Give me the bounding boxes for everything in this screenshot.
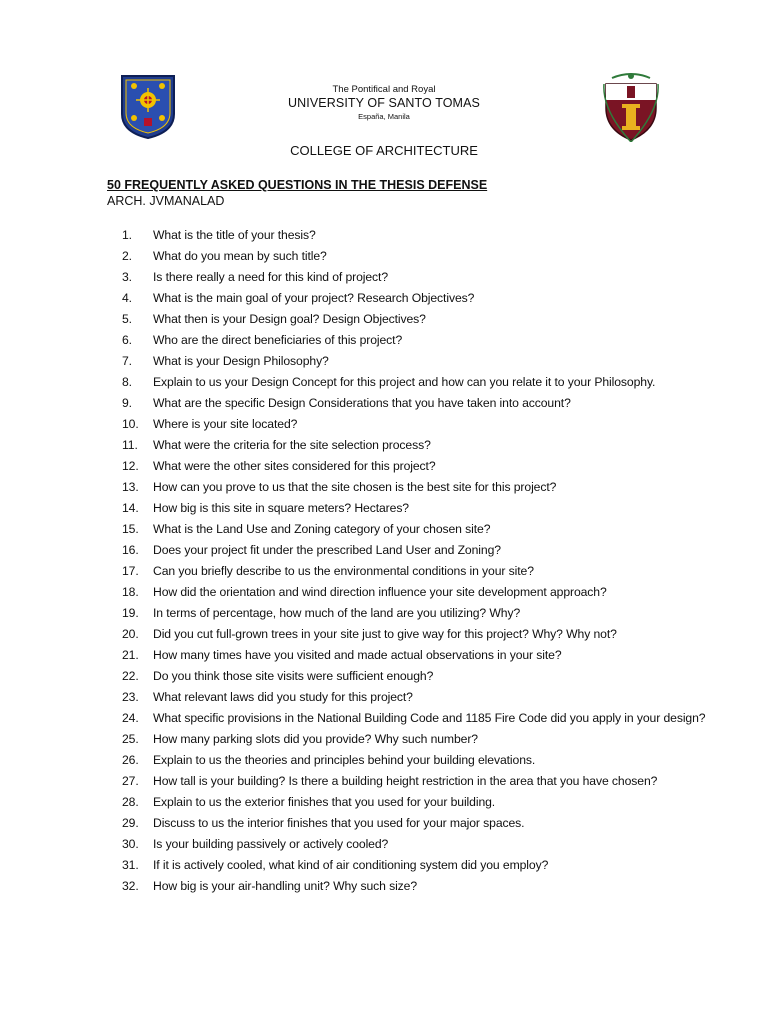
document-title: 50 FREQUENTLY ASKED QUESTIONS IN THE THESIS DEFENSE: [107, 178, 488, 192]
question-item: [122, 690, 722, 705]
question-item: [122, 354, 722, 369]
question-item: [122, 459, 722, 474]
question-item: [122, 753, 722, 768]
question-text: How big is your air-handling unit? Why such size?: [153, 879, 418, 893]
question-number: 26.: [122, 753, 139, 767]
college-name: COLLEGE OF ARCHITECTURE: [290, 143, 478, 158]
question-number: 11.: [122, 438, 138, 452]
question-item: [122, 606, 722, 621]
question-number: 13.: [122, 480, 139, 494]
question-number: 7.: [122, 354, 132, 368]
question-item: [122, 270, 722, 285]
question-text: What relevant laws did you study for this project?: [153, 690, 413, 704]
question-item: [122, 522, 722, 537]
question-item: [122, 333, 722, 348]
question-text: What is your Design Philosophy?: [153, 354, 329, 368]
question-text: What specific provisions in the National Building Code and 1185 Fire Code did you apply in your design?: [153, 711, 706, 725]
question-number: 22.: [122, 669, 139, 683]
question-item: [122, 501, 722, 516]
question-text: Who are the direct beneficiaries of this project?: [153, 333, 403, 347]
question-item: [122, 249, 722, 264]
question-text: If it is actively cooled, what kind of air conditioning system did you employ?: [153, 858, 549, 872]
question-number: 32.: [122, 879, 139, 893]
question-item: [122, 417, 722, 432]
question-text: Do you think those site visits were sufficient enough?: [153, 669, 434, 683]
question-number: 10.: [122, 417, 139, 431]
question-number: 6.: [122, 333, 132, 347]
question-text: In terms of percentage, how much of the land are you utilizing? Why?: [153, 606, 521, 620]
question-number: 29.: [122, 816, 139, 830]
question-text: Explain to us the theories and principles behind your building elevations.: [153, 753, 536, 767]
question-text: Where is your site located?: [153, 417, 298, 431]
question-text: How big is this site in square meters? Hectares?: [153, 501, 409, 515]
question-item: [122, 291, 722, 306]
question-text: Is your building passively or actively cooled?: [153, 837, 389, 851]
question-text: How tall is your building? Is there a building height restriction in the area that you have chosen?: [153, 774, 658, 788]
question-number: 25.: [122, 732, 139, 746]
question-item: [122, 879, 722, 894]
question-number: 5.: [122, 312, 132, 326]
question-number: 12.: [122, 459, 139, 473]
question-item: [122, 774, 722, 789]
question-text: How many times have you visited and made actual observations in your site?: [153, 648, 562, 662]
question-number: 3.: [122, 270, 132, 284]
question-item: [122, 837, 722, 852]
question-number: 28.: [122, 795, 139, 809]
question-item: [122, 543, 722, 558]
question-number: 1.: [122, 228, 132, 242]
document-author: ARCH. JVMANALAD: [107, 194, 225, 208]
question-item: [122, 732, 722, 747]
question-number: 31.: [122, 858, 139, 872]
question-number: 14.: [122, 501, 139, 515]
question-item: [122, 627, 722, 642]
question-number: 2.: [122, 249, 132, 263]
question-number: 16.: [122, 543, 139, 557]
question-number: 20.: [122, 627, 139, 641]
question-text: What were the other sites considered for this project?: [153, 459, 436, 473]
question-text: Does your project fit under the prescribed Land User and Zoning?: [153, 543, 501, 557]
question-item: [122, 795, 722, 810]
question-text: How did the orientation and wind direction influence your site development approach?: [153, 585, 607, 599]
question-number: 9.: [122, 396, 132, 410]
question-text: How can you prove to us that the site chosen is the best site for this project?: [153, 480, 557, 494]
question-text: Is there really a need for this kind of project?: [153, 270, 389, 284]
question-list: [122, 228, 722, 900]
question-number: 23.: [122, 690, 139, 704]
question-text: Explain to us your Design Concept for this project and how can you relate it to your Philosophy.: [153, 375, 656, 389]
university-title-line: The Pontifical and Royal: [332, 84, 436, 95]
university-location: España, Manila: [358, 112, 410, 121]
question-number: 18.: [122, 585, 139, 599]
question-item: [122, 711, 722, 726]
question-item: [122, 564, 722, 579]
question-text: What do you mean by such title?: [153, 249, 327, 263]
question-item: [122, 438, 722, 453]
question-text: What is the title of your thesis?: [153, 228, 316, 242]
question-number: 24.: [122, 711, 139, 725]
question-number: 15.: [122, 522, 139, 536]
question-number: 8.: [122, 375, 132, 389]
question-text: How many parking slots did you provide? Why such number?: [153, 732, 478, 746]
question-number: 19.: [122, 606, 139, 620]
question-item: [122, 858, 722, 873]
question-text: Discuss to us the interior finishes that you used for your major spaces.: [153, 816, 525, 830]
question-item: [122, 312, 722, 327]
question-text: Explain to us the exterior finishes that you used for your building.: [153, 795, 496, 809]
question-item: [122, 816, 722, 831]
question-number: 27.: [122, 774, 139, 788]
question-text: Did you cut full-grown trees in your site just to give way for this project? Why? Why not?: [153, 627, 617, 641]
question-number: 17.: [122, 564, 139, 578]
question-text: What then is your Design goal? Design Objectives?: [153, 312, 426, 326]
question-item: [122, 585, 722, 600]
question-number: 30.: [122, 837, 139, 851]
question-item: [122, 669, 722, 684]
question-number: 4.: [122, 291, 132, 305]
question-text: Can you briefly describe to us the environmental conditions in your site?: [153, 564, 534, 578]
question-number: 21.: [122, 648, 139, 662]
question-text: What were the criteria for the site selection process?: [153, 438, 431, 452]
question-text: What is the Land Use and Zoning category of your chosen site?: [153, 522, 491, 536]
question-item: [122, 480, 722, 495]
question-text: What are the specific Design Considerations that you have taken into account?: [153, 396, 571, 410]
university-name: UNIVERSITY OF SANTO TOMAS: [288, 96, 480, 110]
question-item: [122, 648, 722, 663]
question-item: [122, 228, 722, 243]
question-item: [122, 375, 722, 390]
question-text: What is the main goal of your project? Research Objectives?: [153, 291, 475, 305]
question-item: [122, 396, 722, 411]
